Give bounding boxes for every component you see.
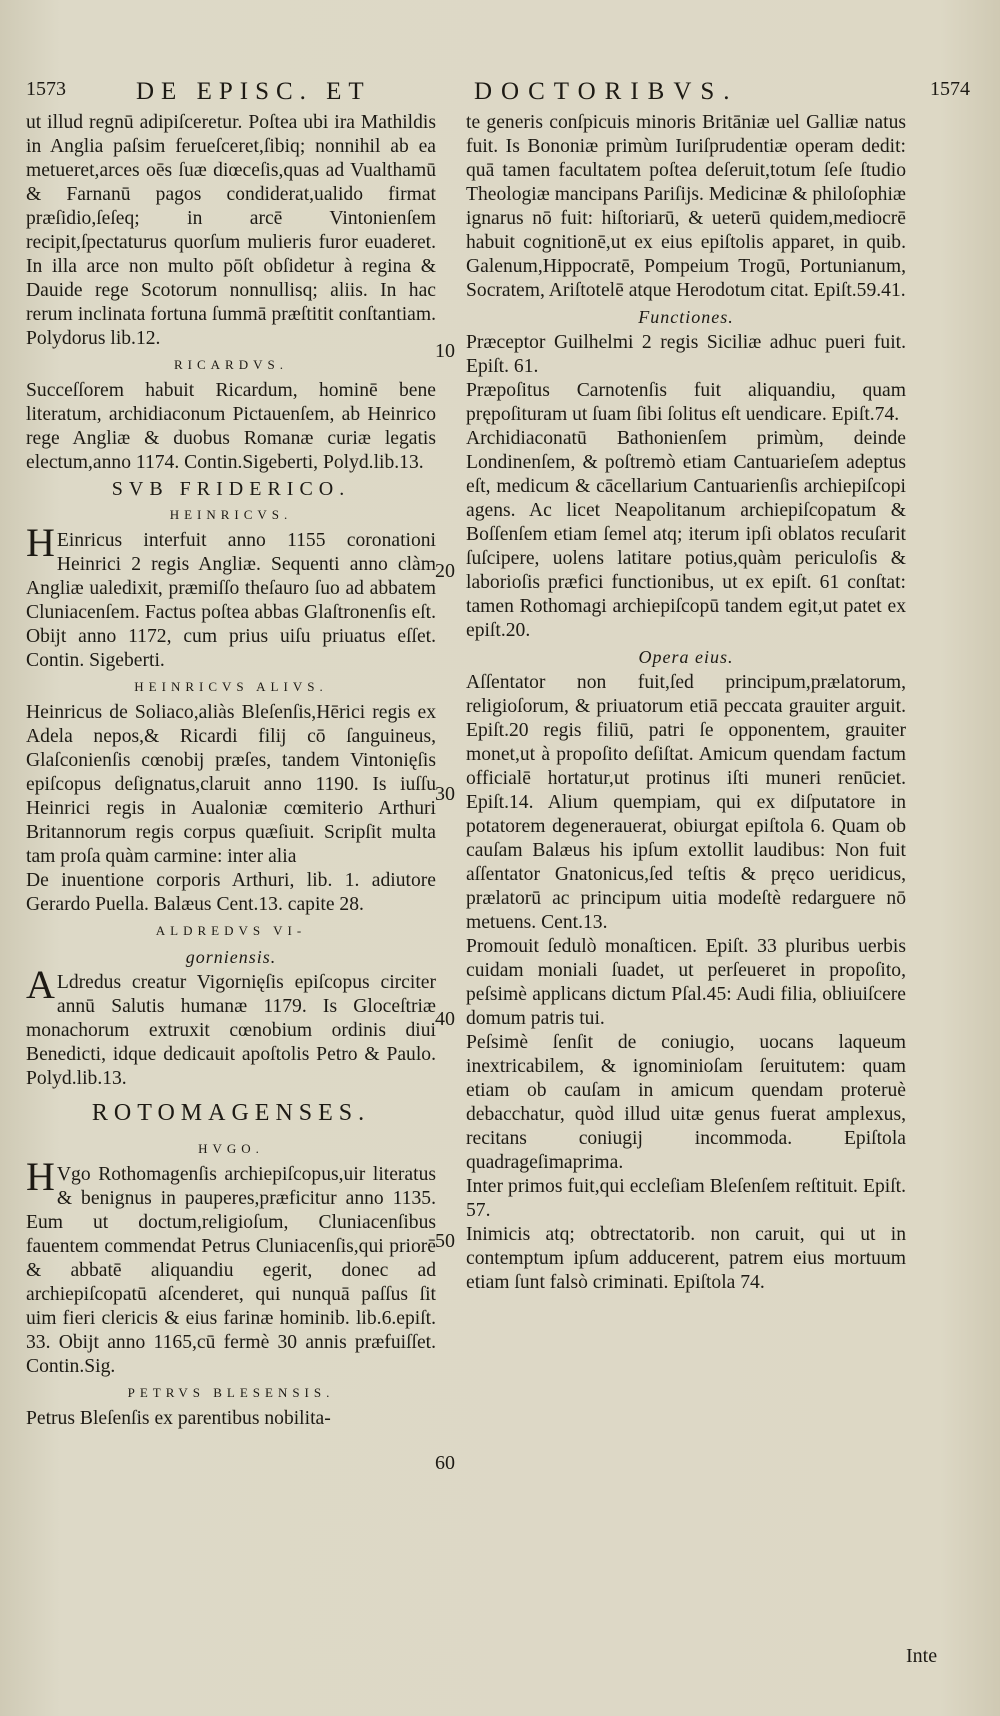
page-number-right: 1574 (930, 78, 970, 100)
section-heading: RICARDVS. (174, 357, 288, 372)
section-heading: HEINRICVS. (169, 507, 293, 522)
paragraph: Succeſſorem habuit Ricardum, hominē bene literatum, archidiaconum Pictauenſem, ab Heinrico rege Angliæ & duobus Romanæ curiæ legatis electum,anno 1174. Contin.Sigeberti, Polyd.lib.13. (26, 380, 436, 473)
paragraph: Inter primos fuit,qui eccleſiam Bleſenſem reſtituit. Epiſt. 57. (466, 1176, 906, 1221)
section-heading: HEINRICVS ALIVS. (134, 679, 328, 694)
drop-cap: A (26, 962, 55, 1007)
paragraph: Peſsimè ſenſit de coniugio, uocans laqueum inextricabilem, & ignominioſam ſeruitutem: quam etiam ob cauſam in amicum quendam proteruè debacchatur, quòd illud uitæ genus fuerat amplexus, recitans coniugij incommoda. Epiſtola quadrageſimaprima. (466, 1032, 906, 1173)
paragraph: A Ldredus creatur Vigornięſis epiſcopus circiter annū Salutis humanæ 1179. Is Gloceſtriæ monachorum extruxit cœnobium ordinis diui Benedicti, idque dedicauit apoſtolis Petro & Paulo. Polyd.lib.13. (26, 962, 436, 1089)
paragraph: Heinricus de Soliaco,aliàs Bleſenſis,Hērici regis ex Adela nepos,& Ricardi filij cō ſanguineus, Glaſconienſis cœnobij præſes, tandem Vintonięſis epiſcopus deſignatus,claruit anno 1190. Is iuſſu Heinrici regis in Aualoniæ cœmiterio Arthuri Britannorum regis corpus quæſiuit. Scripſit multa tam proſa quàm carmine: inter alia (26, 702, 436, 867)
section-heading: gorniensis. (185, 947, 277, 967)
running-title-left: DE EPISC. ET (136, 78, 371, 105)
paragraph: H Vgo Rothomagenſis archiepiſcopus,uir literatus & benignus in pauperes,præficitur anno 1135. Eum ut doctum,religioſum, Cluniacenſibus fauentem commendat Petrus Cluniacenſis,qui priorē & abbatē aliquandiu egerit, donec ad archiepiſcopatū aſcenderet, qui nunquā paſſus ſit uim fieri clericis & eius farinæ hominib. lib.6.epiſt. 33. Obijt anno 1165,cū fermè 30 annis præfuiſſet. Contin.Sig. (26, 1154, 436, 1377)
running-title-right: DOCTORIBVS. (474, 78, 739, 105)
line-number: 20 (435, 560, 455, 582)
paragraph: Inimicis atq; obtrectatorib. non caruit, qui ut in contemptum ipſum adducerent, patrem eius mortuum etiam ſunt falsò criminati. Epiſtola 74. (466, 1224, 906, 1293)
section-heading: Opera eius. (638, 647, 734, 667)
section-heading: Functiones. (638, 307, 734, 327)
line-number: 60 (435, 1452, 455, 1474)
paragraph: Aſſentator non fuit,ſed principum,prælatorum, religioſorum, & priuatorum etiā peccata grauiter arguit. Epiſt.20 regis filiū, patri ſe opponentem, grauiter monet,ut à propoſito deſiſtat. Amicum quendam factum officialē hortatur,ut protinus iſti muneri renūciet. Epiſt.14. Alium quempiam, qui ex diſputatore in potatorem degenerauerat, obiurgat epiſtola 6. Quam ob cauſam Balæus his ipſum extollit laudibus: Non fuit aſſentator Gnatonicus,ſed teſtis & pręco ueridicus, prælatorū ac principum uitia modeſtè redarguere nō metuens. Cent.13. (466, 672, 906, 933)
paragraph: Archidiaconatū Bathonienſem primùm, deinde Londinenſem, & poſtremò etiam Cantuarieſem adeptus eſt, medicum & cācellarium Cantuarienſis archiepiſcopi agens. Ac licet Neapolitanum archiepiſcopatum & Boſſenſem etiam ſemel atq; iterum ipſi oblatos recuſarit ſuſcipere, uolens latitare potius,quàm periculoſis & laborioſis præfici functionibus, ut ex epiſt. 61 conſtat: tamen Rothomagi archiepiſcopū tandem egit,ut patet ex epiſt.20. (466, 428, 906, 641)
paragraph: De inuentione corporis Arthuri, lib. 1. adiutore Gerardo Puella. Balæus Cent.13. capite 28. (26, 870, 436, 915)
paragraph: te generis conſpicuis minoris Britāniæ uel Galliæ natus fuit. Is Bononiæ primùm Iuriſprudentiæ operam dedit: quā tamen facultatem poſtea deſeruit,totum ſeſe ſtudio Theologiæ mancipans Pariſijs. Medicinæ & philoſophiæ ignarus nō fuit: hiſtoriarū, & ueterū quidem,mediocrē habuit cognitionē,ut ex eius epiſtolis apparet, in quib. Galenum,Hippocratē, Pompeium Trogū, Portunianum, Socratem, Ariſtotelē atque Herodotum citat. Epiſt.59.41. (466, 112, 906, 301)
right-column (466, 111, 906, 1295)
line-number: 30 (435, 783, 455, 805)
paragraph: H Einricus interfuit anno 1155 coronationi Heinrici 2 regis Angliæ. Sequenti anno clàm Angliæ ualedixit, præmiſſo theſauro ſuo ad abbatem Cluniacenſem. Factus poſtea abbas Glaſtronenſis eſt. Obijt anno 1172, cum prius uiſu priuatus eſſet. Contin. Sigeberti. (26, 520, 436, 671)
paragraph: ut illud regnū adipiſceretur. Poſtea ubi ira Mathildis in Anglia paſsim ferueſceret,ſibiq; nonnihil ab ea metueret,arces oēs ſuæ diœceſis,quas ad Vualthamū & Farnanū pagos condiderat,ualido firmat præſidio,ſeſeq; in arcē Vintonienſem recipit,ſpectaturus quorſum mulieris furor euaderet. In illa arce non multo pōſt obſidetur à regina & Dauide rege Scotorum nonnullisq; aliis. In hac rerum inclinata fortuna ſummā præſtitit conſtantiam. Polydorus lib.12. (26, 112, 436, 349)
section-heading: ALDREDVS VI- (155, 923, 307, 938)
paragraph: Petrus Bleſenſis ex parentibus nobilita- (26, 1408, 331, 1429)
section-heading: HVGO. (198, 1141, 264, 1156)
section-title: ROTOMAGENSES. (91, 1100, 371, 1126)
line-number: 50 (435, 1230, 455, 1252)
paragraph: Præpoſitus Carnotenſis fuit aliquandiu, quam prępoſituram ut ſuam ſibi ſolitus eſt uendicare. Epiſt.74. (466, 380, 906, 425)
paragraph: Præceptor Guilhelmi 2 regis Siciliæ adhuc pueri fuit. Epiſt. 61. (466, 332, 906, 377)
section-heading: PETRVS BLESENSIS. (127, 1385, 335, 1400)
drop-cap: H (26, 1154, 55, 1199)
line-number: 40 (435, 1008, 455, 1030)
line-number: 10 (435, 340, 455, 362)
paragraph: Promouit ſedulò monaſticen. Epiſt. 33 pluribus uerbis cuidam moniali ſuadet, ut perſeueret in propoſito, peſsimè applicans dictum Pſal.45: Audi filia, obliuiſcere domum patris tui. (466, 936, 906, 1029)
section-heading: SVB FRIDERICO. (111, 478, 351, 500)
drop-cap: H (26, 520, 55, 565)
left-column (26, 111, 436, 1431)
catchword: Inte (906, 1645, 938, 1667)
page-number-left: 1573 (26, 78, 66, 100)
